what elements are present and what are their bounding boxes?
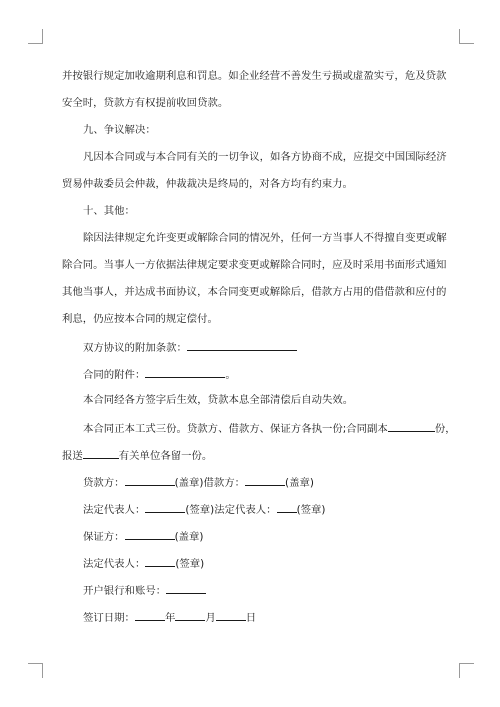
- page-corner-mark-top-right: [459, 29, 474, 44]
- paragraph-line: 利息，仍应按本合同的规定偿付。: [62, 313, 218, 325]
- bank-account-blank[interactable]: [166, 582, 206, 594]
- paragraph-line: 凡因本合同或与本合同有关的一切争议，如各方协商不成，应提交中国国际经济: [83, 151, 447, 163]
- extra-terms-label: 双方协议的附加条款：: [83, 342, 187, 354]
- copies-send-text: 有关单位各留一份。: [118, 450, 213, 462]
- extra-terms-line: [83, 339, 297, 355]
- section-heading-other: 十、其他：: [83, 205, 135, 217]
- year-label: 年: [164, 612, 176, 624]
- borrower-blank[interactable]: [245, 474, 285, 486]
- lender-rep-label: 法定代表人：: [83, 504, 146, 516]
- attachment-label: 合同的附件：: [83, 369, 146, 381]
- paragraph-line: 其他当事人，并达成书面协议，本合同变更或解除后，借款方占用的借借款和应付的: [62, 286, 447, 298]
- guarantor-blank[interactable]: [125, 528, 175, 540]
- attachment-end: 。: [225, 369, 236, 381]
- lender-label: 贷款方：: [83, 477, 125, 489]
- borrower-rep-blank[interactable]: [277, 501, 297, 513]
- month-label: 月: [205, 612, 216, 624]
- guarantor-rep-label: 法定代表人：: [83, 558, 146, 570]
- copies-send-blank[interactable]: [83, 447, 119, 459]
- attachment-blank[interactable]: [145, 366, 225, 378]
- page-corner-mark-bottom-left: [28, 663, 43, 678]
- extra-terms-blank[interactable]: [187, 339, 297, 351]
- paragraph-line: 安全时，贷款方有权提前收回贷款。: [62, 97, 229, 109]
- day-label: 日: [245, 612, 257, 624]
- paragraph-line: 贸易仲裁委员会仲裁，仲裁裁决是终局的，对各方均有约束力。: [62, 178, 353, 190]
- borrower-rep-sign: (签章): [296, 504, 326, 516]
- signature-row-guarantor-rep: [83, 555, 204, 571]
- bank-account-line: [83, 582, 206, 598]
- copies-unit: 份，: [434, 423, 456, 435]
- bank-account-label: 开户银行和账号：: [83, 585, 167, 597]
- copies-clause-line: [62, 447, 212, 463]
- year-blank[interactable]: [135, 609, 165, 621]
- copies-text: 本合同正本工式三份。贷款方、借款方、保证方各执一份;合同副本: [83, 423, 388, 435]
- signing-date-line: [83, 609, 256, 625]
- attachment-line: [83, 366, 236, 382]
- guarantor-rep-sign: (签章): [175, 558, 205, 570]
- paragraph-line: 除因法律规定允许变更或解除合同的情况外，任何一方当事人不得擅自变更或解: [83, 232, 447, 244]
- page-corner-mark-top-left: [28, 29, 43, 44]
- lender-rep-sign-borrower-rep-label: (签章)法定代表人：: [185, 504, 277, 516]
- paragraph-line: 并按银行规定加收逾期利息和罚息。如企业经营不善发生亏损或虚盈实亏，危及贷款: [62, 70, 447, 82]
- borrower-seal: (盖章): [285, 477, 314, 489]
- guarantor-seal: (盖章): [174, 531, 204, 543]
- section-heading-dispute: 九、争议解决：: [83, 124, 156, 136]
- guarantor-rep-blank[interactable]: [145, 555, 175, 567]
- lender-rep-blank[interactable]: [145, 501, 185, 513]
- signature-row-parties: [83, 474, 314, 490]
- copies-count-blank[interactable]: [388, 420, 435, 432]
- signing-date-label: 签订日期：: [83, 612, 135, 624]
- page-corner-mark-bottom-right: [459, 663, 474, 678]
- day-blank[interactable]: [216, 609, 246, 621]
- lender-seal-borrower-label: (盖章)借款方：: [174, 477, 246, 489]
- effective-clause: 本合同经各方签字后生效，贷款本息全部清偿后自动失效。: [83, 394, 354, 406]
- month-blank[interactable]: [175, 609, 205, 621]
- copies-clause-line: [83, 420, 456, 436]
- signature-row-guarantor: [83, 528, 203, 544]
- copies-send-label: 报送: [62, 450, 83, 462]
- signature-row-representatives: [83, 501, 325, 517]
- lender-blank[interactable]: [125, 474, 175, 486]
- guarantor-label: 保证方：: [83, 531, 125, 543]
- paragraph-line: 除合同。当事人一方依据法律规定要求变更或解除合同时，应及时采用书面形式通知: [62, 259, 447, 271]
